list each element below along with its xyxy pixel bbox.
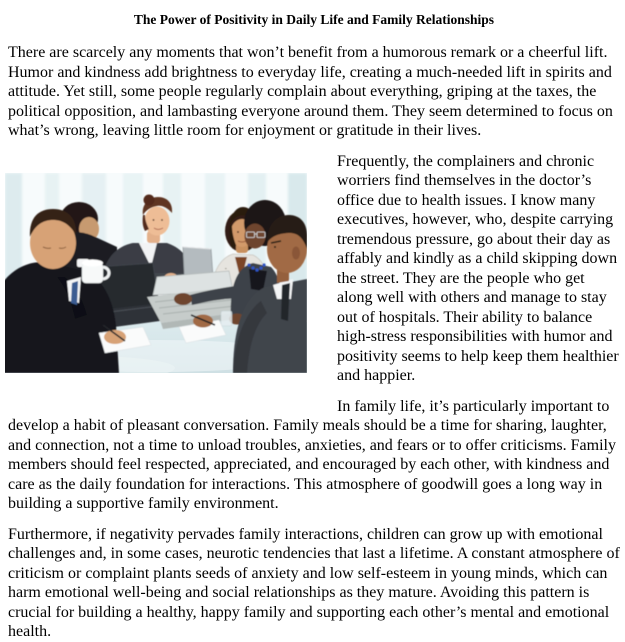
paragraph-complainers-text: Frequently, the complainers and chronic worriers find themselves in the doctor’s office due to health issues. I know many executives, however, who, despite carrying tremendous pressure, go about their day as affably and kindly as a child skipping down the street. They are the people who get along well with others and manage to stay out of hospitals. Their ability to balance high-stress responsibilities with humor and positivity seems to help keep them healthier and happier. [337, 152, 619, 384]
paragraph-complainers [8, 152, 620, 386]
meeting-photo [5, 173, 307, 373]
document-title: The Power of Positivity in Daily Life and Family Relationships [133, 12, 495, 27]
meeting-photo-illustration [5, 173, 307, 373]
paragraph-negativity-text: Furthermore, if negativity pervades family interactions, children can grow up with emotional challenges and, in some cases, neurotic tendencies that last a lifetime. A constant atmosphere of criticism or complaint plants seeds of anxiety and low self-esteem in young minds, which can harm emotional well-being and social relationships as they mature. Avoiding this pattern is crucial for building a healthy, happy family and supporting each other’s mental and emotional health. [8, 525, 620, 640]
paragraph-family-life [8, 397, 620, 514]
paragraph-family-life-text: In family life, it’s particularly important to develop a habit of pleasant conversation. Family meals should be a time for sharing, laughter, and connection, not a time to unload troubles, anxieties, and fears or to offer criticisms. Family members should feel respected, appreciated, and encouraged by each other, with kindness and care as the daily foundation for interactions. This atmosphere of goodwill goes a long way in building a supportive family environment. [8, 397, 616, 512]
paragraph-negativity [8, 525, 620, 642]
paragraph-intro [8, 43, 620, 141]
paragraph-intro-text: There are scarcely any moments that won’t benefit from a humorous remark or a cheerful lift. Humor and kindness add brightness to everyday life, creating a much-needed lift in spirits and attitude. Yet still, some people regularly complain about everything, griping at the taxes, the political opposition, and lambasting everyone around them. They seem determined to focus on what’s wrong, leaving little room for enjoyment or gratitude in their lives. [8, 44, 613, 139]
